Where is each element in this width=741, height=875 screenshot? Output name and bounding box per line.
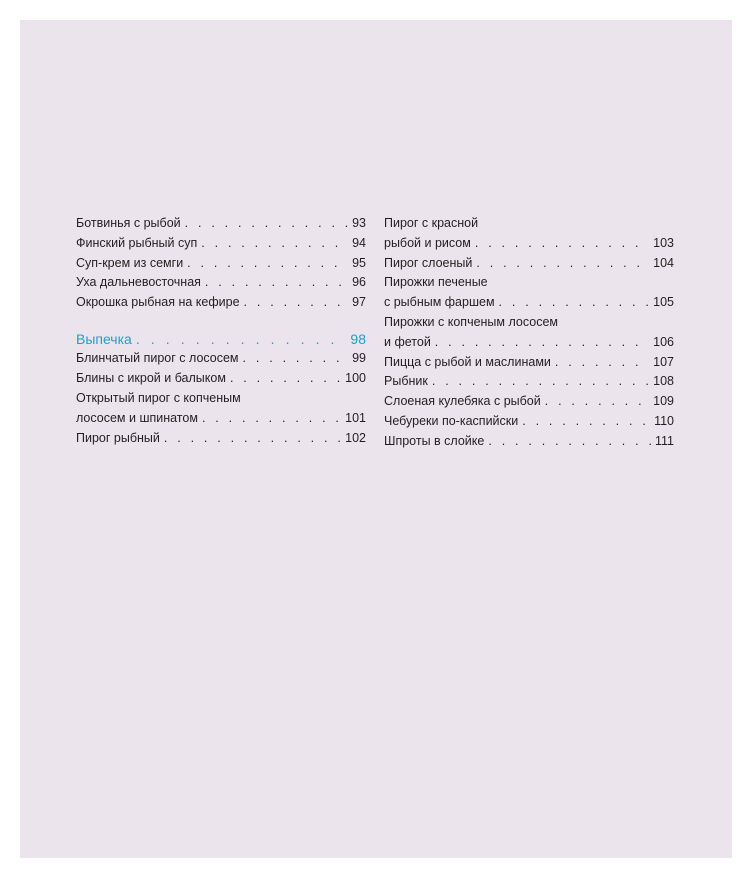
toc-entry-title: Рыбник <box>384 374 428 389</box>
dot-leader <box>488 432 651 452</box>
dot-leader <box>522 412 650 432</box>
toc-entry-title: Чебуреки по-каспийски <box>384 413 519 428</box>
toc-entry[interactable] <box>76 234 366 254</box>
toc-entry-title: рыбой и рисом <box>384 235 471 250</box>
toc-entry-page: 106 <box>653 334 674 349</box>
dot-leader <box>201 234 348 254</box>
dot-leader <box>244 293 349 313</box>
toc-entry[interactable] <box>384 273 674 313</box>
toc-entry-title: Финский рыбный суп <box>76 235 198 250</box>
toc-entry-title: Ботвинья с рыбой <box>76 216 181 230</box>
section-title: Выпечка <box>76 330 132 347</box>
dot-leader <box>205 273 348 293</box>
dot-leader <box>545 392 649 412</box>
dot-leader <box>476 254 649 274</box>
toc-entry[interactable] <box>384 214 674 254</box>
toc-entry[interactable] <box>76 389 366 429</box>
toc-entry-page: 105 <box>653 295 674 310</box>
toc-entry-page: 100 <box>345 371 366 386</box>
toc-entry-page: 99 <box>352 351 366 366</box>
toc-entry-title: Слоеная кулебяка с рыбой <box>384 394 541 409</box>
dot-leader <box>136 330 347 350</box>
toc-entry-title: Пирог слоеный <box>384 255 473 270</box>
dot-leader <box>202 409 341 429</box>
toc-entry-page: 107 <box>653 354 674 369</box>
toc-entry[interactable] <box>384 254 674 274</box>
dot-leader <box>432 372 649 392</box>
toc-entry-title: Уха дальневосточная <box>76 275 201 290</box>
toc-entry[interactable] <box>384 412 674 432</box>
toc-entry[interactable] <box>76 293 366 313</box>
toc-entry-page: 94 <box>352 235 366 250</box>
toc-entry[interactable] <box>76 254 366 274</box>
toc-entry[interactable] <box>76 429 366 449</box>
toc-entry-title: Пицца с рыбой и маслинами <box>384 354 551 369</box>
toc-entry-page: 110 <box>654 413 674 428</box>
toc-entry[interactable] <box>384 353 674 373</box>
toc-entry-page: 104 <box>653 255 674 270</box>
toc-entry-title-line1: Открытый пирог с копченым <box>76 391 241 406</box>
toc-entry-title: Блины с икрой и балыком <box>76 371 226 386</box>
toc-entry[interactable] <box>384 392 674 412</box>
toc-entry-page: 93 <box>352 216 366 230</box>
dot-leader <box>230 369 341 389</box>
toc-section-heading[interactable] <box>76 330 366 350</box>
book-page <box>20 20 732 858</box>
toc-entry-title: Окрошка рыбная на кефире <box>76 295 240 310</box>
toc-entry[interactable] <box>76 369 366 389</box>
toc-entry-page: 108 <box>653 374 674 389</box>
dot-leader <box>499 293 650 313</box>
dot-leader <box>475 234 649 254</box>
toc-entry-title: и фетой <box>384 334 431 349</box>
toc-column-right <box>384 214 674 452</box>
toc-entry[interactable] <box>76 214 366 234</box>
dot-leader <box>185 214 348 234</box>
toc-entry-title: Шпроты в слойке <box>384 433 485 448</box>
toc-entry-page: 101 <box>345 410 366 425</box>
toc-entry[interactable] <box>76 349 366 369</box>
toc-entry-title: Суп-крем из семги <box>76 255 184 270</box>
toc-entry-page: 109 <box>653 394 674 409</box>
dot-leader <box>555 353 649 373</box>
toc-entry-page: 95 <box>352 255 366 270</box>
toc-entry-title: лососем и шпинатом <box>76 410 198 425</box>
toc-entry-title-line1: Пирожки с копченым лососем <box>384 314 559 329</box>
toc-entry[interactable] <box>384 313 674 353</box>
toc-entry-page: 111 <box>654 433 674 448</box>
dot-leader <box>187 254 348 274</box>
toc-column-left <box>76 214 366 448</box>
toc-entry-page: 96 <box>352 275 366 290</box>
toc-entry-title: Блинчатый пирог с лососем <box>76 351 239 366</box>
toc-entry-title: с рыбным фаршем <box>384 295 495 310</box>
toc-entry-page: 97 <box>352 295 366 310</box>
toc-entry[interactable] <box>76 273 366 293</box>
toc-entry-page: 103 <box>653 235 674 250</box>
toc-entry[interactable] <box>384 372 674 392</box>
dot-leader <box>164 429 341 449</box>
dot-leader <box>435 333 649 353</box>
toc-entry-title-line1: Пирог с красной <box>384 216 479 230</box>
section-page: 98 <box>350 330 366 347</box>
dot-leader <box>243 349 349 369</box>
toc-entry-title-line1: Пирожки печеные <box>384 275 488 290</box>
toc-entry-page: 102 <box>345 430 366 445</box>
toc-entry[interactable] <box>384 432 674 452</box>
toc-entry-title: Пирог рыбный <box>76 430 160 445</box>
